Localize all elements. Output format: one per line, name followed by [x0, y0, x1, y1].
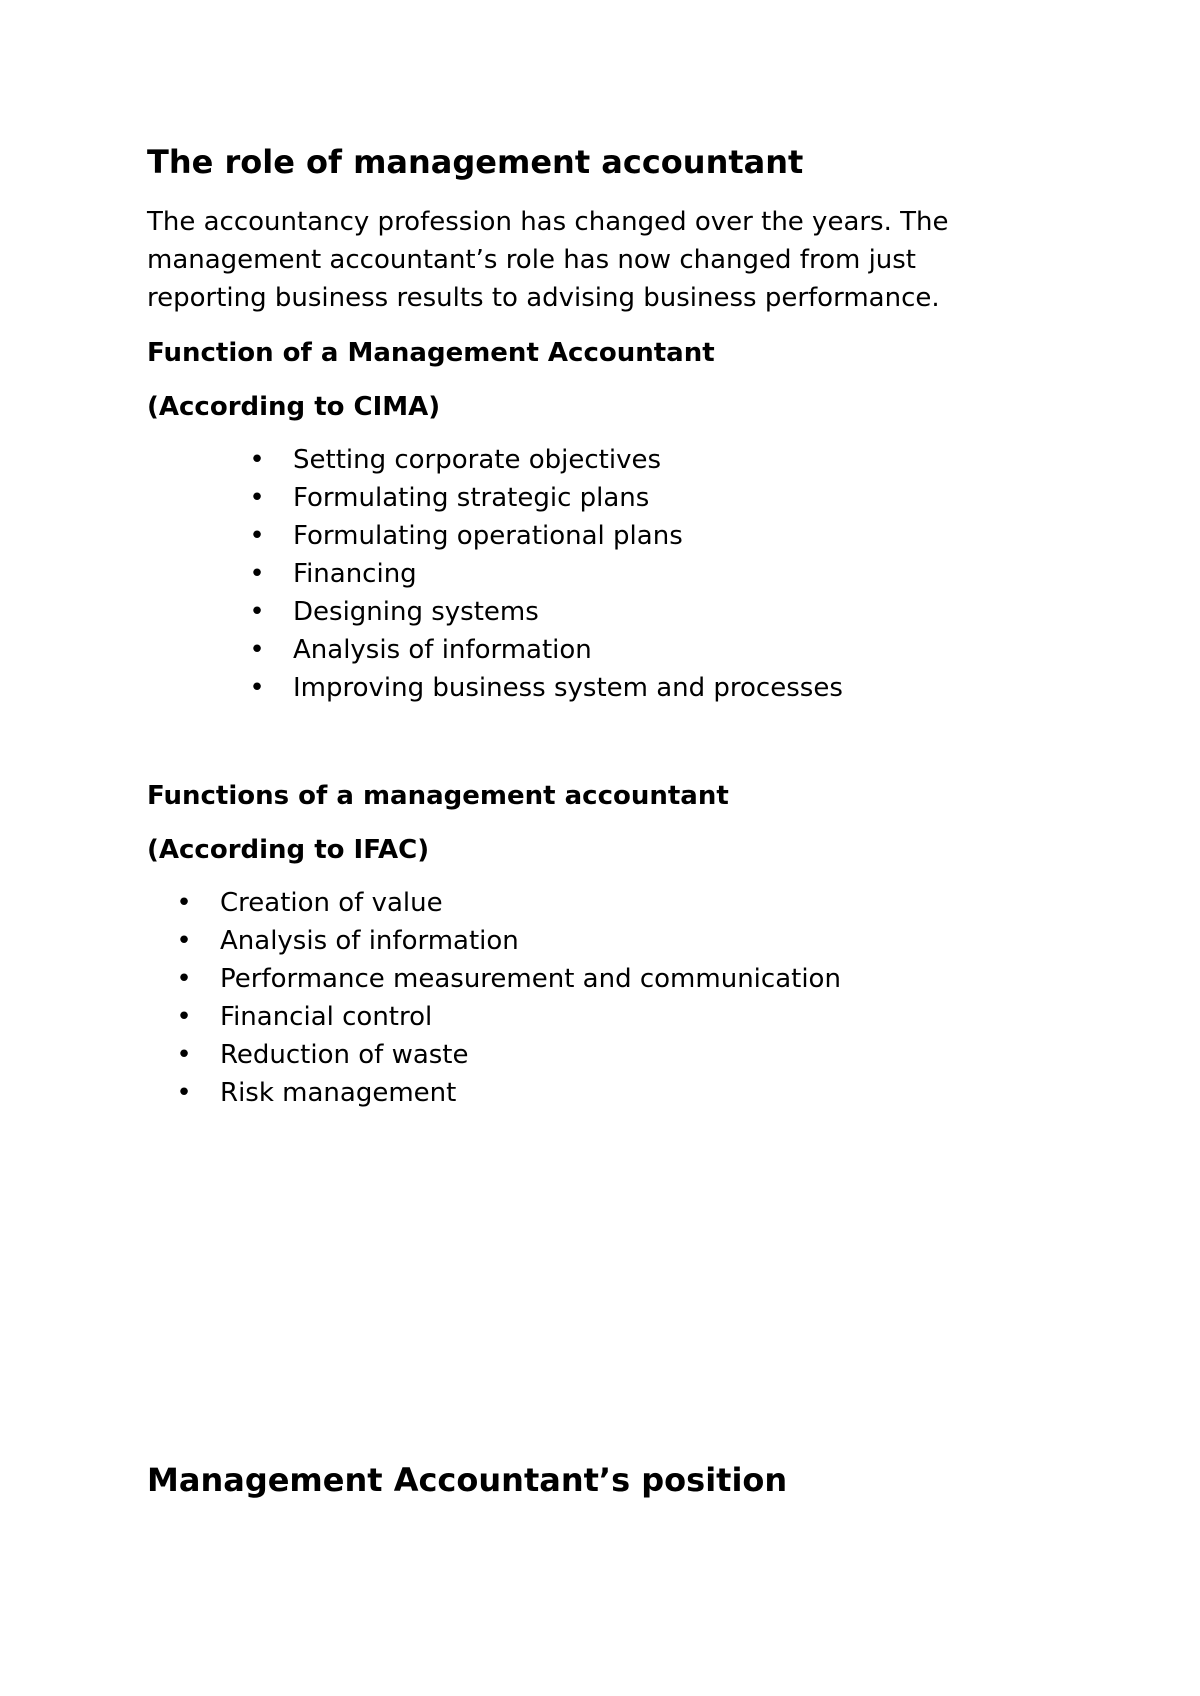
list-item — [249, 669, 843, 707]
bullet-icon: • — [249, 483, 265, 513]
list-item-text: Reduction of waste — [220, 1040, 469, 1070]
bullet-icon: • — [249, 445, 265, 475]
bullet-icon: • — [176, 1078, 192, 1108]
page-title: The role of management accountant — [147, 143, 804, 181]
bullet-icon: • — [176, 964, 192, 994]
list-item — [176, 922, 841, 960]
bullet-icon: • — [249, 521, 265, 551]
bullet-icon: • — [176, 1040, 192, 1070]
list-item-text: Financing — [293, 559, 417, 589]
list-item — [249, 517, 843, 555]
list-item — [176, 1074, 841, 1112]
list-item — [176, 884, 841, 922]
list-item-text: Analysis of information — [293, 635, 592, 665]
list-item-text: Analysis of information — [220, 926, 519, 956]
list-item-text: Creation of value — [220, 888, 443, 918]
cima-function-list — [249, 441, 843, 707]
list-item-text: Improving business system and processes — [293, 673, 843, 703]
list-item — [249, 479, 843, 517]
bullet-icon: • — [176, 888, 192, 918]
list-item — [176, 960, 841, 998]
list-item — [176, 1036, 841, 1074]
list-item — [176, 998, 841, 1036]
intro-paragraph — [147, 203, 1047, 317]
list-item-text: Performance measurement and communication — [220, 964, 841, 994]
intro-line: The accountancy profession has changed over the years. The — [147, 207, 949, 237]
bullet-icon: • — [176, 926, 192, 956]
intro-line: reporting business results to advising business performance. — [147, 283, 940, 313]
list-item-text: Designing systems — [293, 597, 539, 627]
list-item-text: Risk management — [220, 1078, 457, 1108]
intro-line: management accountant’s role has now changed from just — [147, 245, 917, 275]
bullet-icon: • — [249, 559, 265, 589]
bullet-icon: • — [249, 635, 265, 665]
ifac-heading: Functions of a management accountant — [147, 781, 729, 811]
ifac-function-list — [176, 884, 841, 1112]
ifac-source: (According to IFAC) — [147, 835, 430, 865]
bullet-icon: • — [249, 673, 265, 703]
bullet-icon: • — [249, 597, 265, 627]
list-item-text: Formulating strategic plans — [293, 483, 650, 513]
cima-source: (According to CIMA) — [147, 392, 441, 422]
list-item — [249, 555, 843, 593]
list-item — [249, 631, 843, 669]
list-item — [249, 441, 843, 479]
bullet-icon: • — [176, 1002, 192, 1032]
section-title: Management Accountant’s position — [147, 1461, 788, 1499]
list-item-text: Formulating operational plans — [293, 521, 683, 551]
cima-heading: Function of a Management Accountant — [147, 338, 715, 368]
list-item-text: Setting corporate objectives — [293, 445, 662, 475]
list-item — [249, 593, 843, 631]
list-item-text: Financial control — [220, 1002, 433, 1032]
